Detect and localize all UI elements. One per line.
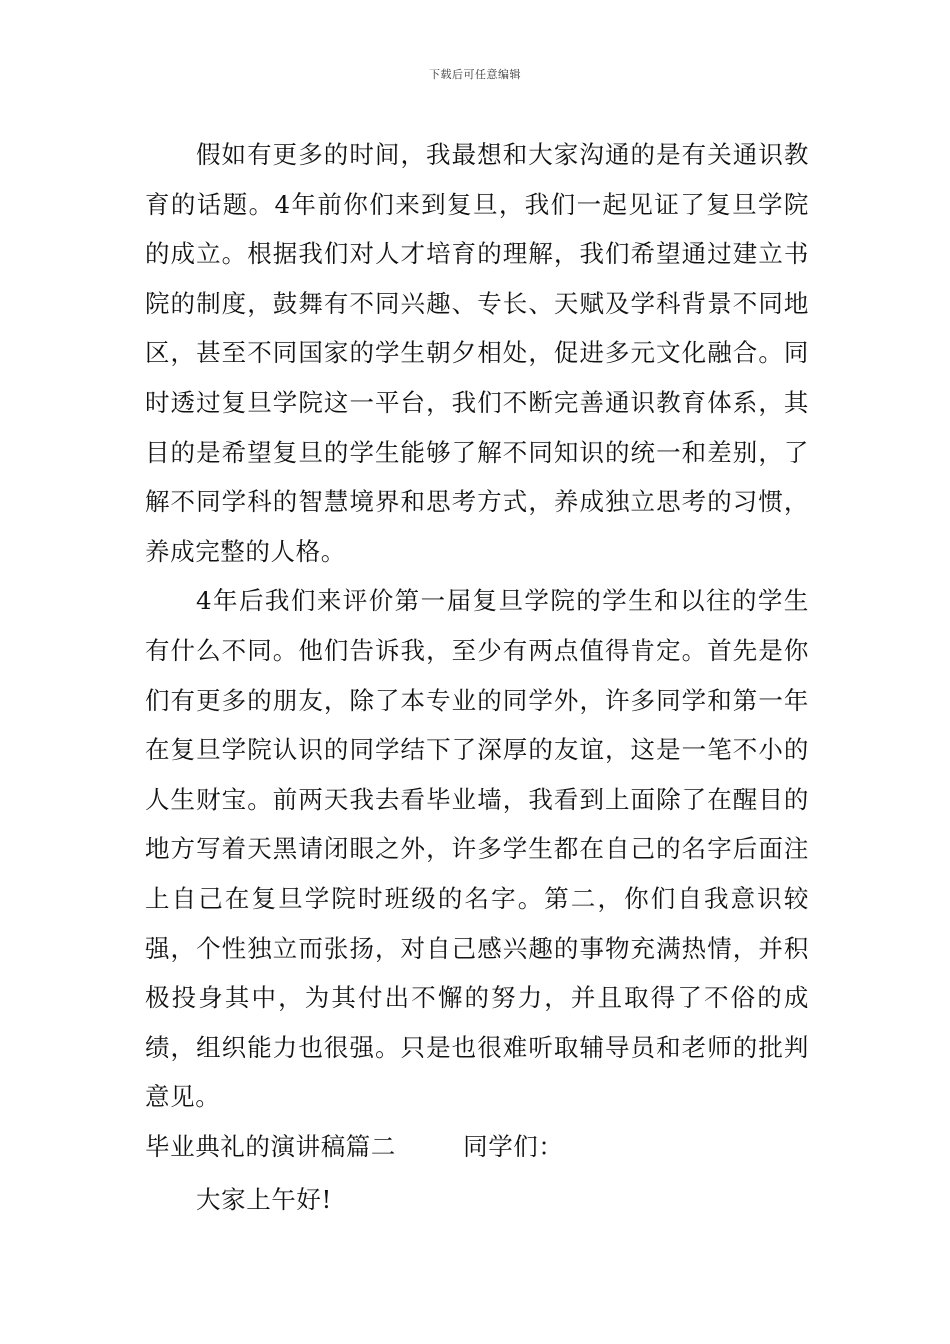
salutation: 同学们：	[463, 1131, 564, 1161]
paragraph-evaluation: 4年后我们来评价第一届复旦学院的学生和以往的学生有什么不同。他们告诉我，至少有两点值得肯定。首先是你们有更多的朋友，除了本专业的同学外，许多同学和第一年在复旦学院认识的同学结下了深厚的友谊，这是一笔不小的人生财宝。前两天我去看毕业墙，我看到上面除了在醒目的地方写着天黑请闭眼之外，许多学生都在自己的名字后面注上自己在复旦学院时班级的名字。第二，你们自我意识较强，个性独立而张扬，对自己感兴趣的事物充满热情，并积极投身其中，为其付出不懈的努力，并且取得了不俗的成绩，组织能力也很强。只是也很难听取辅导员和老师的批判意见。	[145, 586, 809, 1112]
section-title: 毕业典礼的演讲稿篇二	[145, 1131, 396, 1161]
greeting: 大家上午好!	[196, 1185, 332, 1215]
document-body	[145, 130, 809, 1225]
page-header-note: 下载后可任意编辑	[429, 68, 521, 81]
section-heading-line	[145, 1122, 809, 1172]
paragraph-general-education: 假如有更多的时间，我最想和大家沟通的是有关通识教育的话题。4年前你们来到复旦，我们一起见证了复旦学院的成立。根据我们对人才培育的理解，我们希望通过建立书院的制度，鼓舞有不同兴趣、专长、天赋及学科背景不同地区，甚至不同国家的学生朝夕相处，促进多元文化融合。同时透过复旦学院这一平台，我们不断完善通识教育体系，其目的是希望复旦的学生能够了解不同知识的统一和差别，了解不同学科的智慧境界和思考方式，养成独立思考的习惯，养成完整的人格。	[145, 140, 809, 566]
